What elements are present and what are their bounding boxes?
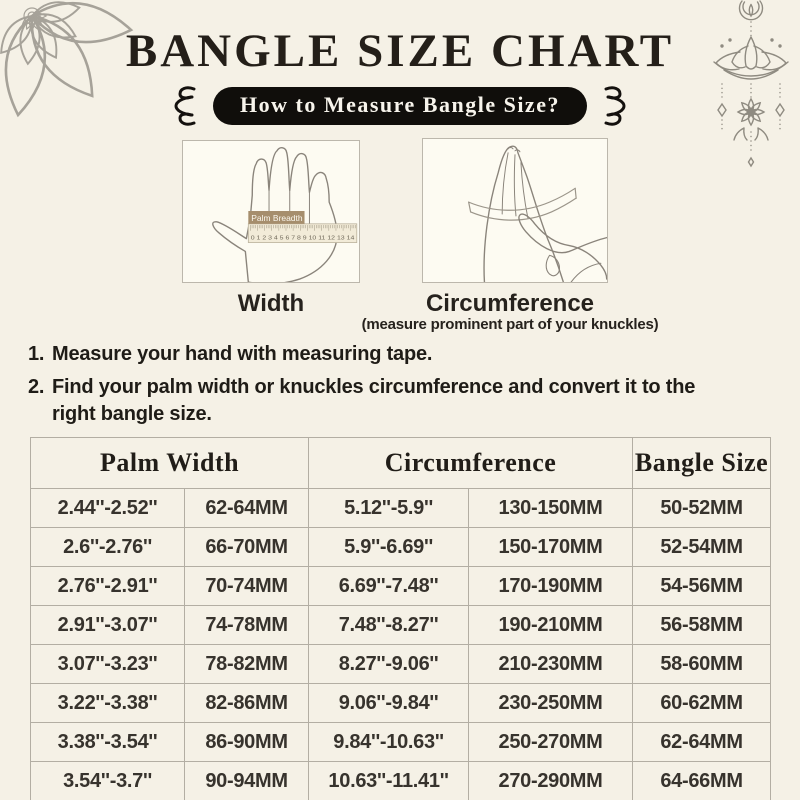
header-bangle-size: Bangle Size bbox=[633, 438, 771, 489]
tape-around-knuckles bbox=[469, 188, 576, 220]
table-cell: 150-170MM bbox=[469, 528, 633, 567]
table-row bbox=[31, 606, 771, 645]
table-row bbox=[31, 567, 771, 606]
table-cell: 60-62MM bbox=[633, 684, 771, 723]
instruction-number: 2. bbox=[28, 376, 45, 398]
table-cell: 5.12''-5.9'' bbox=[309, 489, 469, 528]
circumference-sublabel: (measure prominent part of your knuckles) bbox=[361, 316, 659, 333]
header-palm-width: Palm Width bbox=[31, 438, 309, 489]
instruction-item bbox=[28, 374, 768, 428]
table-cell: 270-290MM bbox=[469, 762, 633, 800]
table-row bbox=[31, 489, 771, 528]
table-row bbox=[31, 684, 771, 723]
table-cell: 3.22''-3.38'' bbox=[31, 684, 185, 723]
instruction-list bbox=[28, 341, 768, 434]
table-cell: 230-250MM bbox=[469, 684, 633, 723]
header-circumference: Circumference bbox=[309, 438, 633, 489]
circumference-illustration bbox=[422, 138, 608, 283]
instruction-item bbox=[28, 341, 768, 368]
table-cell: 10.63''-11.41'' bbox=[309, 762, 469, 800]
how-to-measure-banner bbox=[0, 84, 800, 128]
table-cell: 66-70MM bbox=[185, 528, 309, 567]
table-row bbox=[31, 723, 771, 762]
table-cell: 64-66MM bbox=[633, 762, 771, 800]
instruction-text: Find your palm width or knuckles circumference and convert it to the right bangle size. bbox=[52, 376, 696, 425]
circumference-label: Circumference bbox=[425, 290, 595, 317]
table-cell: 3.54''-3.7'' bbox=[31, 762, 185, 800]
table-cell: 2.91''-3.07'' bbox=[31, 606, 185, 645]
width-label: Width bbox=[237, 290, 305, 317]
table-cell: 7.48''-8.27'' bbox=[309, 606, 469, 645]
curly-flourish-icon bbox=[170, 84, 200, 128]
table-cell: 6.69''-7.48'' bbox=[309, 567, 469, 606]
table-cell: 210-230MM bbox=[469, 645, 633, 684]
table-header-row bbox=[31, 438, 771, 489]
table-cell: 90-94MM bbox=[185, 762, 309, 800]
table-cell: 50-52MM bbox=[633, 489, 771, 528]
ruler-numbers: 0 1 2 3 4 5 6 7 8 9 10 11 12 13 14 bbox=[250, 235, 355, 242]
table-cell: 62-64MM bbox=[185, 489, 309, 528]
table-cell: 190-210MM bbox=[469, 606, 633, 645]
table-cell: 250-270MM bbox=[469, 723, 633, 762]
page-title: BANGLE SIZE CHART bbox=[125, 25, 675, 77]
table-cell: 8.27''-9.06'' bbox=[309, 645, 469, 684]
table-cell: 130-150MM bbox=[469, 489, 633, 528]
table-cell: 82-86MM bbox=[185, 684, 309, 723]
table-row bbox=[31, 645, 771, 684]
table-cell: 74-78MM bbox=[185, 606, 309, 645]
table-cell: 170-190MM bbox=[469, 567, 633, 606]
table-cell: 3.07''-3.23'' bbox=[31, 645, 185, 684]
table-cell: 2.44''-2.52'' bbox=[31, 489, 185, 528]
table-cell: 52-54MM bbox=[633, 528, 771, 567]
curly-flourish-icon bbox=[600, 84, 630, 128]
table-cell: 9.84''-10.63'' bbox=[309, 723, 469, 762]
table-cell: 86-90MM bbox=[185, 723, 309, 762]
table-cell: 5.9''-6.69'' bbox=[309, 528, 469, 567]
table-cell: 58-60MM bbox=[633, 645, 771, 684]
table-cell: 54-56MM bbox=[633, 567, 771, 606]
instruction-number: 1. bbox=[28, 343, 45, 365]
how-to-measure-badge: How to Measure Bangle Size? bbox=[213, 87, 587, 125]
palm-width-illustration bbox=[182, 140, 360, 283]
table-row bbox=[31, 762, 771, 800]
table-cell: 56-58MM bbox=[633, 606, 771, 645]
table-cell: 78-82MM bbox=[185, 645, 309, 684]
table-cell: 62-64MM bbox=[633, 723, 771, 762]
tape-label: Palm Breadth bbox=[251, 212, 303, 223]
table-cell: 9.06''-9.84'' bbox=[309, 684, 469, 723]
table-cell: 3.38''-3.54'' bbox=[31, 723, 185, 762]
pointing-hand-drawing bbox=[519, 214, 607, 282]
table-cell: 70-74MM bbox=[185, 567, 309, 606]
measuring-tape bbox=[248, 211, 356, 243]
table-cell: 2.6''-2.76'' bbox=[31, 528, 185, 567]
bangle-size-table bbox=[30, 437, 771, 800]
table-row bbox=[31, 528, 771, 567]
instruction-text: Measure your hand with measuring tape. bbox=[52, 343, 433, 365]
table-cell: 2.76''-2.91'' bbox=[31, 567, 185, 606]
